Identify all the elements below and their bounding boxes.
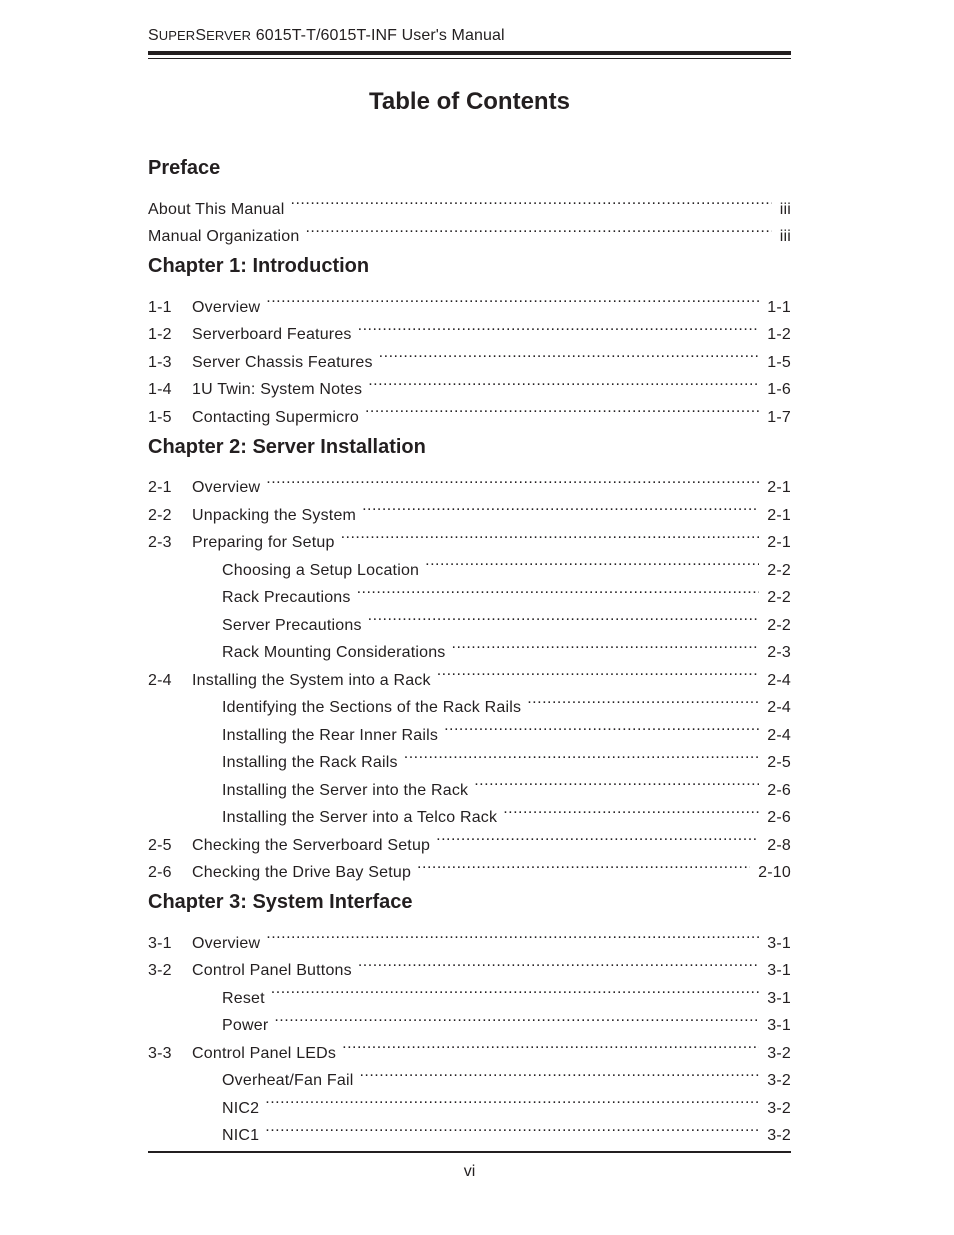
dot-leader	[358, 312, 760, 340]
entry-label: Overview	[192, 298, 261, 316]
entry-number: 2-4	[148, 671, 172, 689]
entry-page-ref: 2-3	[767, 644, 791, 661]
dot-leader	[444, 712, 759, 740]
dot-leader	[274, 1003, 759, 1031]
entry-page-ref: 2-2	[767, 589, 791, 606]
toc-section	[148, 434, 791, 881]
section-heading: Preface	[148, 157, 221, 179]
entry-label: Overheat/Fan Fail	[222, 1072, 354, 1089]
table-of-contents	[148, 155, 791, 1152]
dot-leader	[359, 1058, 759, 1086]
entry-number: 1-2	[148, 326, 172, 343]
dot-leader	[305, 214, 771, 242]
toc-section	[148, 155, 791, 245]
entry-number: 1-5	[148, 408, 172, 426]
entry-page-ref: 2-6	[767, 781, 791, 799]
entry-page-ref: 3-1	[767, 989, 791, 1007]
entry-page-ref: 2-1	[767, 534, 791, 551]
footer-rule	[148, 1151, 791, 1153]
entry-label: Checking the Drive Bay Setup	[192, 864, 412, 881]
entry-label: Installing the Server into the Rack	[222, 781, 469, 799]
entry-page-ref: 3-1	[767, 934, 791, 952]
entry-page-ref: 3-2	[767, 1044, 791, 1062]
dot-leader	[436, 822, 759, 850]
entry-label: Server Precautions	[222, 616, 362, 634]
dot-leader	[452, 630, 760, 658]
entry-page-ref: 3-1	[767, 1017, 791, 1034]
page-title: Table of Contents	[369, 88, 570, 115]
entry-label: Power	[222, 1017, 269, 1034]
dot-leader	[357, 575, 760, 603]
header-rule-thin	[148, 58, 791, 59]
entry-page-ref: 1-1	[767, 298, 791, 316]
dot-leader	[425, 547, 759, 575]
entry-label: Installing the Rack Rails	[222, 754, 398, 771]
dot-leader	[265, 1085, 759, 1113]
entry-label: Installing the System into a Rack	[192, 671, 431, 689]
header-product-rest1: UPER	[158, 28, 196, 43]
entry-page-ref: 1-7	[767, 408, 791, 426]
entry-label: Control Panel Buttons	[192, 962, 352, 979]
entry-page-ref: 2-1	[767, 506, 791, 524]
dot-leader	[265, 1113, 759, 1141]
dot-leader	[368, 367, 759, 395]
entry-number: 2-6	[148, 864, 172, 881]
entry-label: Serverboard Features	[192, 326, 352, 343]
dot-leader	[362, 492, 759, 520]
entry-label: Rack Precautions	[222, 589, 351, 606]
entry-number: 2-2	[148, 506, 172, 524]
entry-number: 1-4	[148, 381, 172, 398]
entry-page-ref: 2-5	[767, 754, 791, 771]
entry-number: 3-2	[148, 962, 172, 979]
entry-label: Identifying the Sections of the Rack Rails	[222, 699, 522, 716]
entry-label: About This Manual	[148, 200, 285, 218]
entry-label: Server Chassis Features	[192, 353, 373, 371]
dot-leader	[271, 975, 759, 1003]
toc-section	[148, 253, 791, 426]
toc-entry[interactable]	[148, 465, 791, 496]
entry-page-ref: 2-8	[767, 836, 791, 854]
dot-leader	[437, 657, 760, 685]
entry-label: Reset	[222, 989, 265, 1007]
entry-label: Manual Organization	[148, 228, 300, 245]
section-heading: Chapter 1: Introduction	[148, 255, 370, 277]
entry-label: Overview	[192, 479, 261, 496]
entry-label: Preparing for Setup	[192, 534, 335, 551]
dot-leader	[266, 920, 759, 948]
dot-leader	[474, 767, 759, 795]
entry-page-ref: 3-2	[767, 1127, 791, 1144]
entry-number: 3-3	[148, 1044, 172, 1062]
toc-entry[interactable]	[148, 284, 791, 316]
entry-page-ref: iii	[779, 200, 791, 218]
entry-page-ref: 2-10	[758, 864, 791, 881]
header-product-s1: S	[148, 27, 159, 44]
entry-page-ref: 2-4	[767, 699, 791, 716]
entry-label: Rack Mounting Considerations	[222, 644, 446, 661]
dot-leader	[358, 948, 759, 976]
entry-label: Checking the Serverboard Setup	[192, 836, 431, 854]
entry-page-ref: 1-6	[767, 381, 791, 398]
dot-leader	[503, 795, 759, 823]
entry-label: NIC1	[222, 1127, 260, 1144]
entry-label: Overview	[192, 934, 261, 952]
entry-label: Unpacking the System	[192, 506, 357, 524]
section-heading: Chapter 3: System Interface	[148, 891, 413, 913]
dot-leader	[341, 520, 760, 548]
entry-page-ref: 3-2	[767, 1072, 791, 1089]
entry-page-ref: 3-2	[767, 1099, 791, 1117]
entry-label: 1U Twin: System Notes	[192, 381, 363, 398]
header-model-text: 6015T-T/6015T-INF User's Manual	[251, 27, 505, 44]
entry-page-ref: 2-2	[767, 616, 791, 634]
dot-leader	[417, 850, 750, 878]
entry-page-ref: 2-4	[767, 671, 791, 689]
running-header	[148, 27, 505, 45]
dot-leader	[404, 740, 760, 768]
entry-number: 1-3	[148, 353, 172, 371]
entry-label: Control Panel LEDs	[192, 1044, 337, 1062]
dot-leader	[527, 685, 759, 713]
dot-leader	[266, 465, 759, 493]
dot-leader	[365, 394, 759, 422]
entry-page-ref: 2-6	[767, 809, 791, 826]
entry-page-ref: 2-1	[767, 479, 791, 496]
toc-section	[148, 889, 791, 1144]
entry-page-ref: 2-4	[767, 726, 791, 744]
entry-page-ref: iii	[779, 228, 791, 245]
dot-leader	[291, 186, 772, 214]
dot-leader	[266, 284, 759, 312]
header-rule	[148, 51, 791, 55]
header-product-s2: S	[195, 27, 207, 44]
entry-label: Contacting Supermicro	[192, 408, 359, 426]
toc-entry[interactable]	[148, 186, 791, 218]
entry-label: Installing the Server into a Telco Rack	[222, 809, 498, 826]
entry-number: 2-1	[148, 479, 172, 496]
dot-leader	[342, 1030, 759, 1058]
entry-number: 3-1	[148, 934, 172, 952]
entry-page-ref: 2-2	[767, 561, 791, 579]
header-product-rest2: ERVER	[206, 28, 252, 43]
entry-number: 1-1	[148, 298, 172, 316]
dot-leader	[368, 602, 760, 630]
page-number: vi	[463, 1163, 476, 1180]
dot-leader	[379, 339, 760, 367]
document-page	[148, 0, 791, 1235]
entry-page-ref: 3-1	[767, 962, 791, 979]
entry-label: Choosing a Setup Location	[222, 561, 420, 579]
entry-number: 2-5	[148, 836, 172, 854]
entry-page-ref: 1-2	[767, 326, 791, 343]
entry-number: 2-3	[148, 534, 172, 551]
entry-page-ref: 1-5	[767, 353, 791, 371]
entry-label: NIC2	[222, 1099, 260, 1117]
entry-label: Installing the Rear Inner Rails	[222, 726, 439, 744]
section-heading: Chapter 2: Server Installation	[148, 435, 426, 458]
toc-entry[interactable]	[148, 920, 791, 952]
